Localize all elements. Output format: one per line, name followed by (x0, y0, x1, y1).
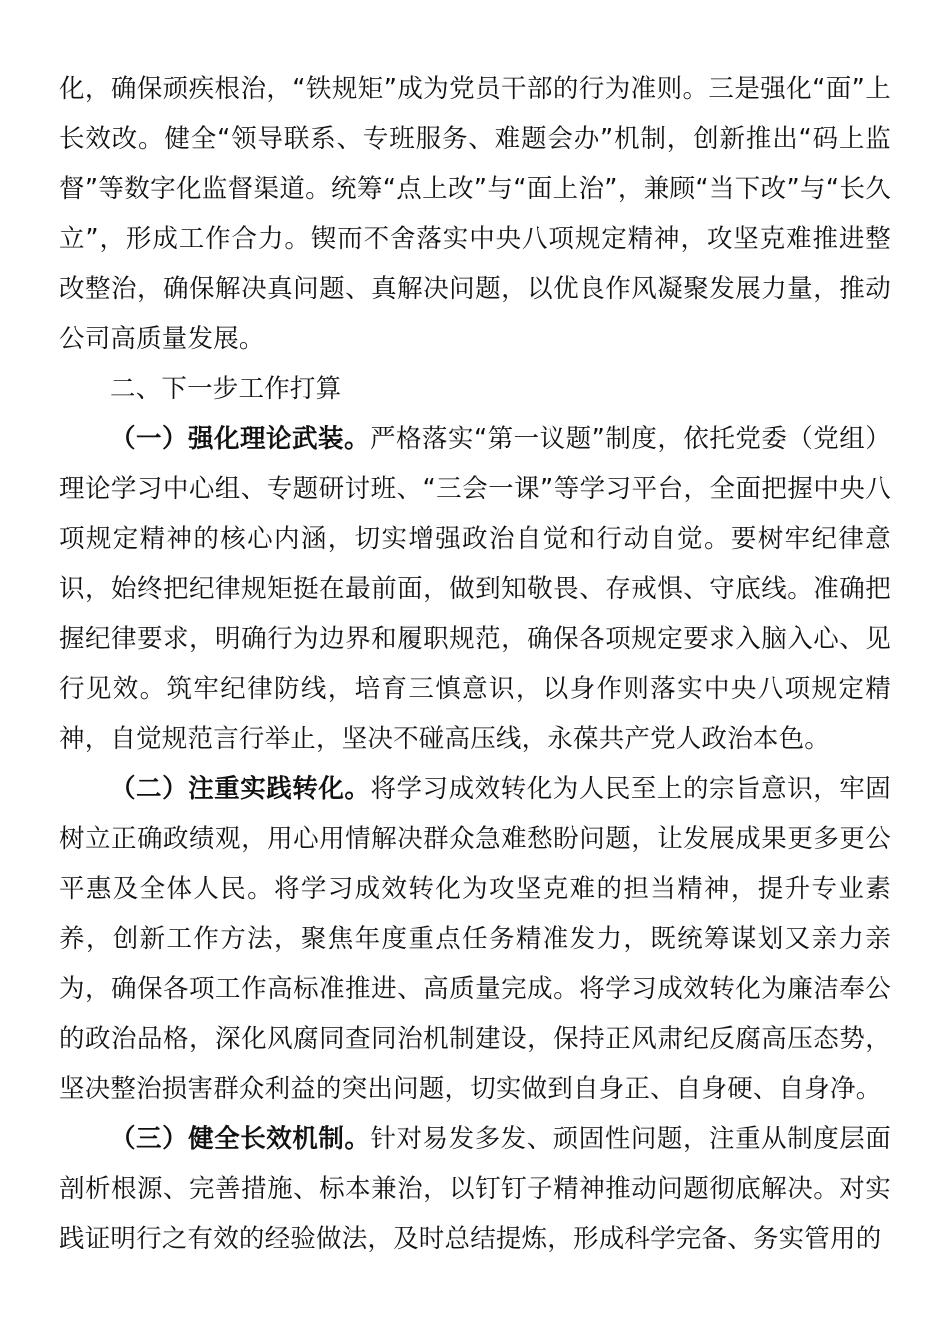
item-paragraph-1 (59, 414, 891, 764)
section-heading: 二、下一步工作打算 (110, 374, 342, 404)
intro-paragraph: 化，确保顽疾根治，“铁规矩”成为党员干部的行为准则。三是强化“面”上长效改。健全“领导联系、专班服务、难题会办”机制，创新推出“码上监督”等数字化监督渠道。统筹“点上改”与“面上治”，兼顾“当下改”与“长久立”，形成工作合力。锲而不舍落实中央八项规定精神，攻坚克难推进整改整治，确保解决真问题、真解决问题，以优良作风凝聚发展力量，推动公司高质量发展。 (59, 74, 891, 354)
item-paragraph-2 (59, 764, 891, 1114)
item-body-3: 针对易发多发、顽固性问题，注重从制度层面剖析根源、完善措施、标本兼治，以钉钉子精神推动问题彻底解决。对实践证明行之有效的经验做法，及时总结提炼，形成科学完备、务实管用的 (59, 1124, 891, 1254)
item-body-1: 严格落实“第一议题”制度，依托党委（党组）理论学习中心组、专题研讨班、“三会一课”等学习平台，全面把握中央八项规定精神的核心内涵，切实增强政治自觉和行动自觉。要树牢纪律意识，始终把纪律规矩挺在最前面，做到知敬畏、存戒惧、守底线。准确把握纪律要求，明确行为边界和履职规范，确保各项规定要求入脑入心、见行见效。筑牢纪律防线，培育三慎意识，以身作则落实中央八项规定精神，自觉规范言行举止，坚决不碰高压线，永葆共产党人政治本色。 (59, 424, 891, 754)
item-lead-2: （二）注重实践转化。 (110, 774, 371, 804)
item-paragraph-3 (59, 1114, 891, 1264)
item-lead-1: （一）强化理论武装。 (110, 424, 370, 454)
item-body-2: 将学习成效转化为人民至上的宗旨意识，牢固树立正确政绩观，用心用情解决群众急难愁盼问题，让发展成果更多更公平惠及全体人民。将学习成效转化为攻坚克难的担当精神，提升专业素养，创新工作方法，聚焦年度重点任务精准发力，既统筹谋划又亲力亲为，确保各项工作高标准推进、高质量完成。将学习成效转化为廉洁奉公的政治品格，深化风腐同查同治机制建设，保持正风肃纪反腐高压态势，坚决整治损害群众利益的突出问题，切实做到自身正、自身硬、自身净。 (59, 774, 891, 1104)
item-lead-3: （三）健全长效机制。 (110, 1124, 371, 1154)
document-body (59, 64, 891, 1264)
